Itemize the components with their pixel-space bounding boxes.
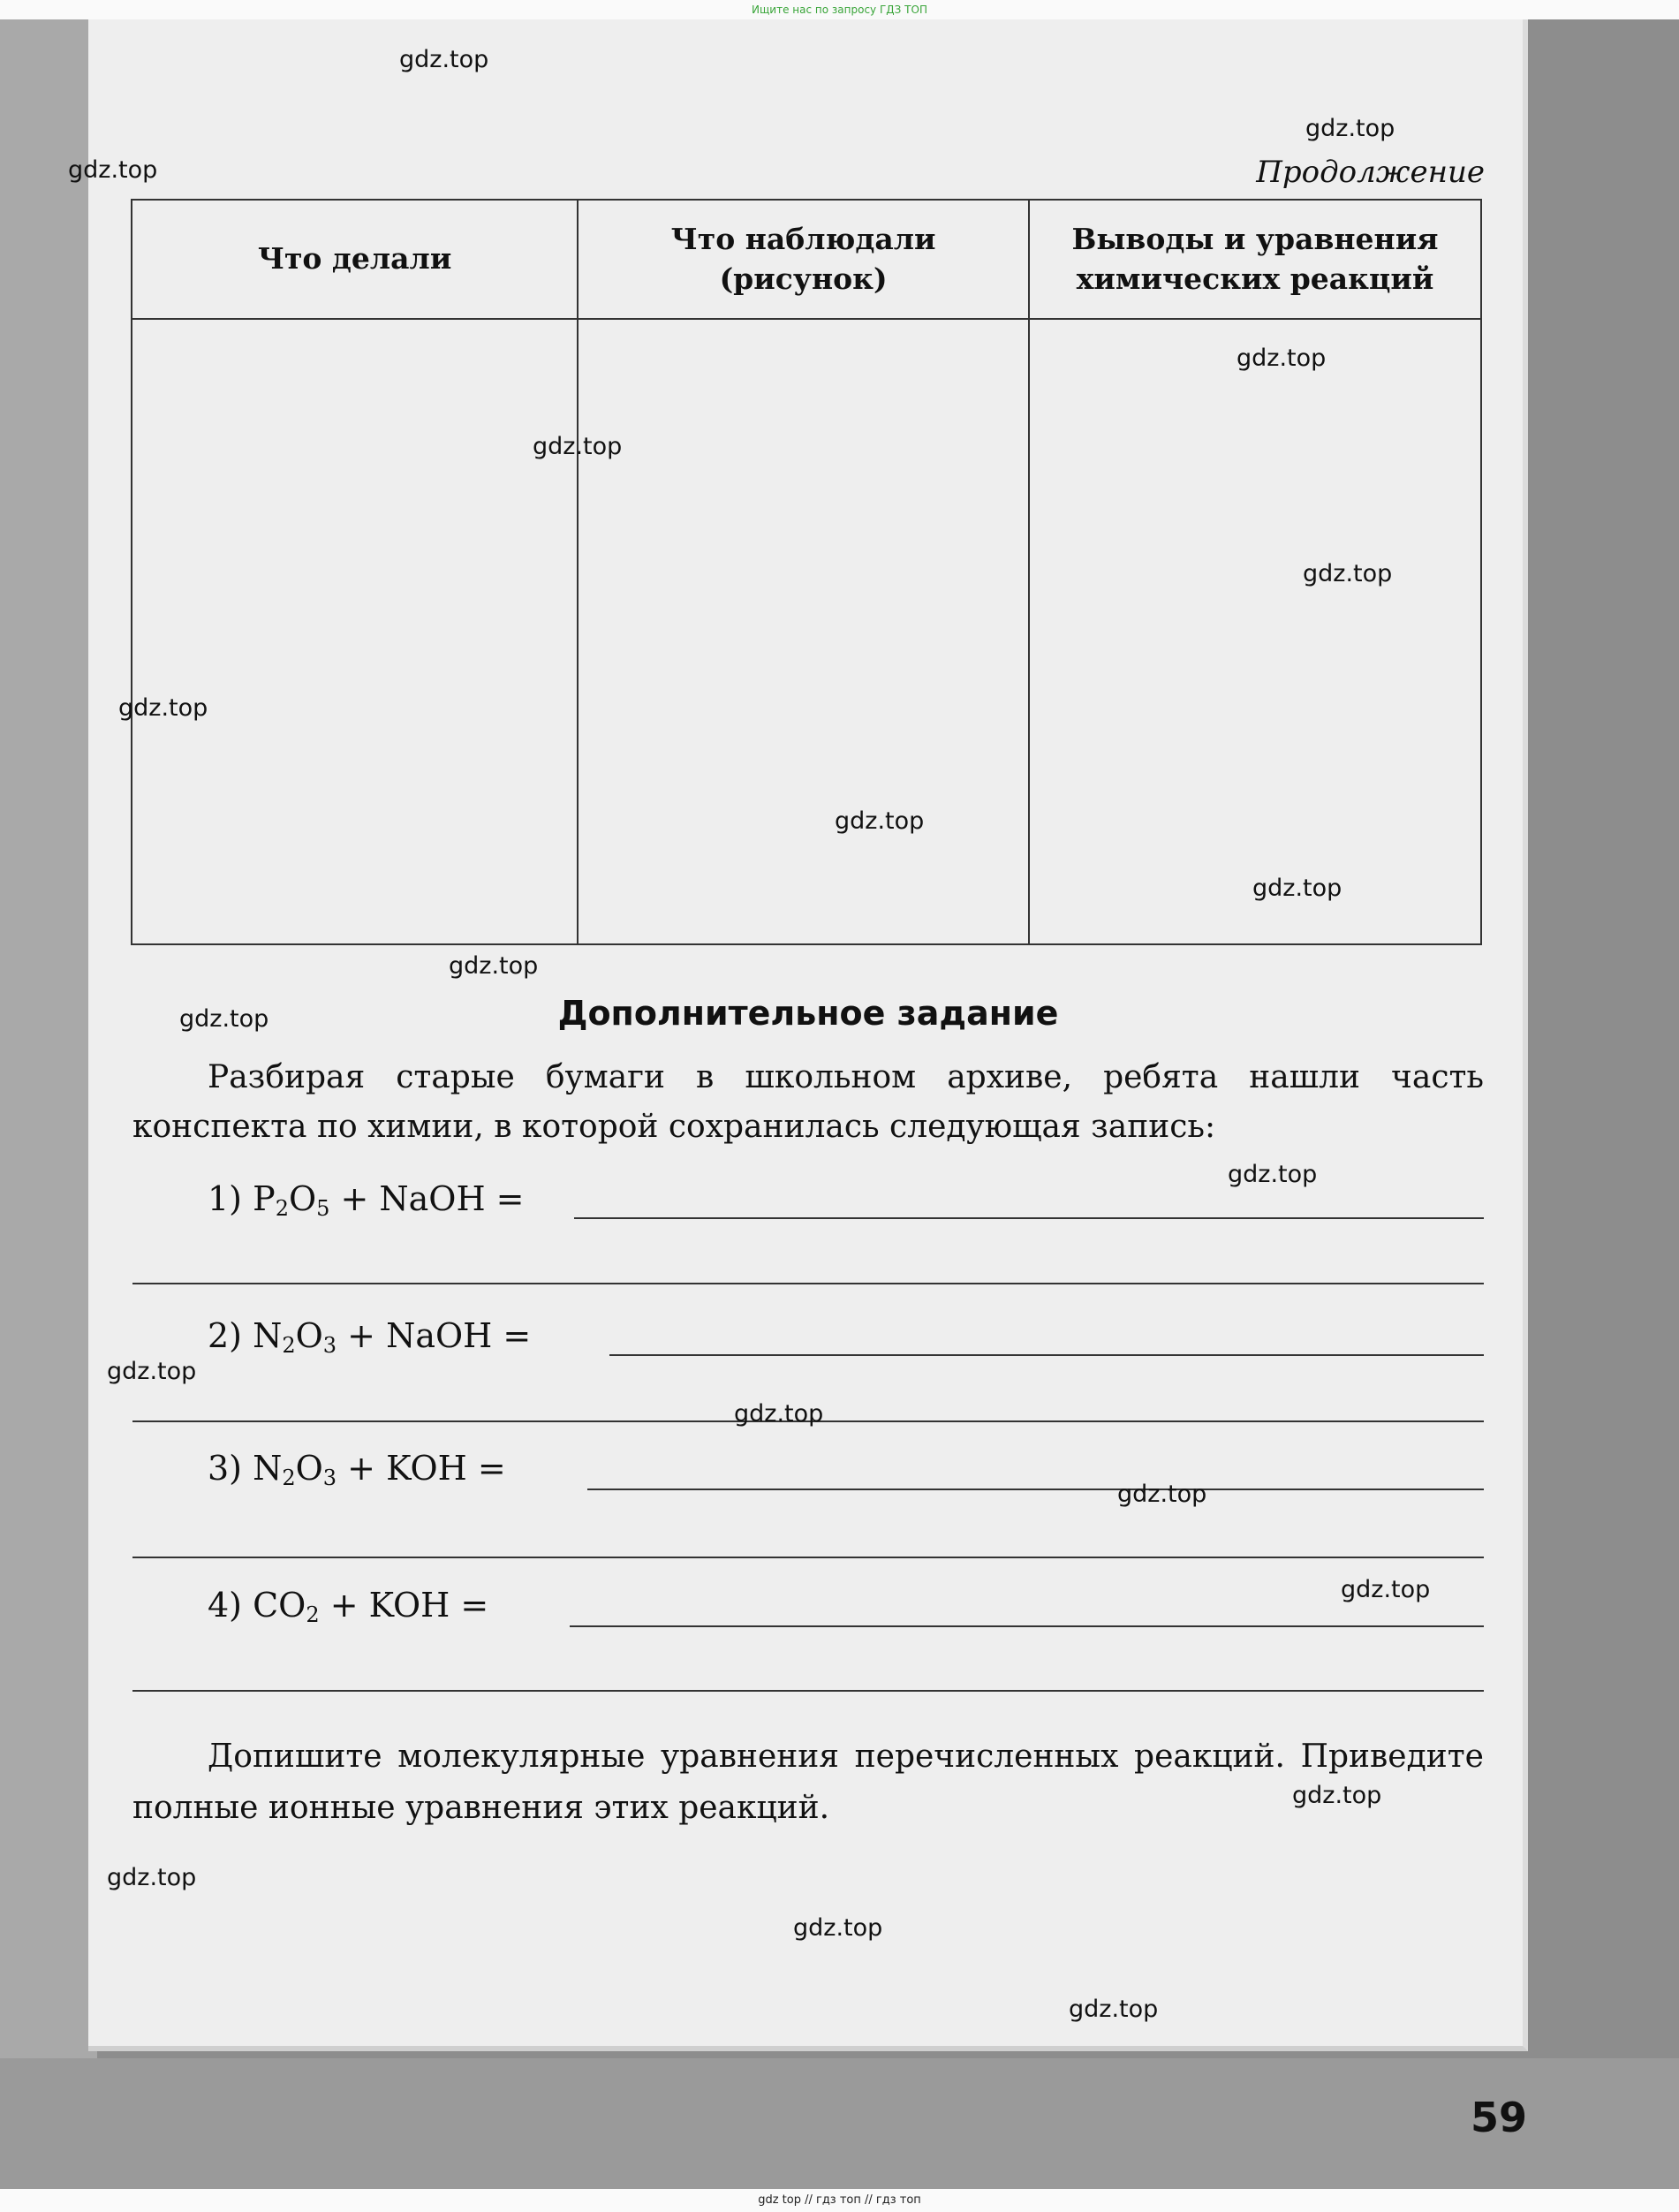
watermark: gdz.top bbox=[1117, 1481, 1207, 1508]
equation-number: 3) bbox=[208, 1449, 243, 1488]
watermark: gdz.top bbox=[1252, 875, 1342, 902]
watermark: gdz.top bbox=[835, 807, 925, 835]
answer-line-4b[interactable] bbox=[132, 1690, 1484, 1692]
watermark: gdz.top bbox=[68, 156, 158, 184]
equation-1 bbox=[208, 1179, 525, 1221]
formula: $CO_2$ bbox=[253, 1586, 320, 1627]
reactant-tail: + KOH = bbox=[337, 1449, 506, 1488]
answer-line-3a[interactable] bbox=[587, 1489, 1484, 1490]
formula: $P_2O_5$ bbox=[253, 1179, 330, 1221]
answer-line-1a[interactable] bbox=[574, 1217, 1484, 1219]
watermark: gdz.top bbox=[399, 46, 489, 73]
watermark: gdz.top bbox=[118, 694, 208, 722]
observation-table bbox=[131, 199, 1482, 945]
watermark: gdz.top bbox=[1341, 1576, 1431, 1603]
top-banner: Ищите нас по запросу ГДЗ ТОП bbox=[0, 0, 1679, 19]
watermark: gdz.top bbox=[1303, 560, 1393, 587]
answer-line-3b[interactable] bbox=[132, 1557, 1484, 1558]
watermark: gdz.top bbox=[1305, 115, 1395, 142]
answer-line-2a[interactable] bbox=[609, 1354, 1484, 1356]
formula: $N_2O_3$ bbox=[253, 1449, 337, 1490]
equation-number: 4) bbox=[208, 1586, 243, 1625]
equation-3 bbox=[208, 1449, 506, 1490]
bottom-banner: gdz top // гдз топ // гдз топ bbox=[0, 2189, 1679, 2212]
continuation-label: Продолжение bbox=[1256, 155, 1485, 190]
background-left bbox=[0, 19, 97, 2189]
page-number: 59 bbox=[1471, 2094, 1528, 2141]
watermark: gdz.top bbox=[1292, 1782, 1382, 1809]
watermark: gdz.top bbox=[449, 952, 539, 980]
watermark: gdz.top bbox=[533, 433, 623, 460]
reactant-tail: + KOH = bbox=[319, 1586, 489, 1625]
watermark: gdz.top bbox=[793, 1914, 883, 1942]
answer-line-4a[interactable] bbox=[570, 1625, 1484, 1627]
watermark: gdz.top bbox=[1228, 1161, 1318, 1188]
formula: $N_2O_3$ bbox=[253, 1316, 337, 1358]
section-title: Дополнительное задание bbox=[557, 994, 1059, 1033]
reactant-tail: + NaOH = bbox=[329, 1179, 525, 1218]
cell-what-done[interactable] bbox=[132, 319, 578, 944]
table-row bbox=[132, 319, 1481, 944]
watermark: gdz.top bbox=[107, 1864, 197, 1891]
task-paragraph: Допишите молекулярные уравнения перечисленных реакций. Приведите полные ионные уравнения этих реакций. bbox=[132, 1739, 1484, 1826]
background-bottom bbox=[0, 2058, 1679, 2189]
equation-4 bbox=[208, 1586, 488, 1627]
equation-number: 1) bbox=[208, 1179, 243, 1218]
header-what-done: Что делали bbox=[132, 200, 578, 319]
reactant-tail: + NaOH = bbox=[337, 1316, 532, 1355]
table-header-row bbox=[132, 200, 1481, 319]
watermark: gdz.top bbox=[734, 1400, 824, 1428]
cell-what-observed[interactable] bbox=[578, 319, 1029, 944]
answer-line-1b[interactable] bbox=[132, 1283, 1484, 1284]
equation-number: 2) bbox=[208, 1316, 243, 1355]
watermark: gdz.top bbox=[1069, 1996, 1159, 2023]
cell-conclusions[interactable] bbox=[1029, 319, 1481, 944]
equation-2 bbox=[208, 1316, 531, 1358]
header-conclusions: Выводы и уравнения химических реакций bbox=[1029, 200, 1481, 319]
watermark: gdz.top bbox=[179, 1005, 269, 1033]
watermark: gdz.top bbox=[1237, 345, 1327, 372]
header-what-observed: Что наблюдали (рисунок) bbox=[578, 200, 1029, 319]
intro-paragraph: Разбирая старые бумаги в школьном архиве, ребята нашли часть конспекта по химии, в которой сохранилась следующая запись: bbox=[132, 1059, 1484, 1145]
watermark: gdz.top bbox=[107, 1358, 197, 1385]
